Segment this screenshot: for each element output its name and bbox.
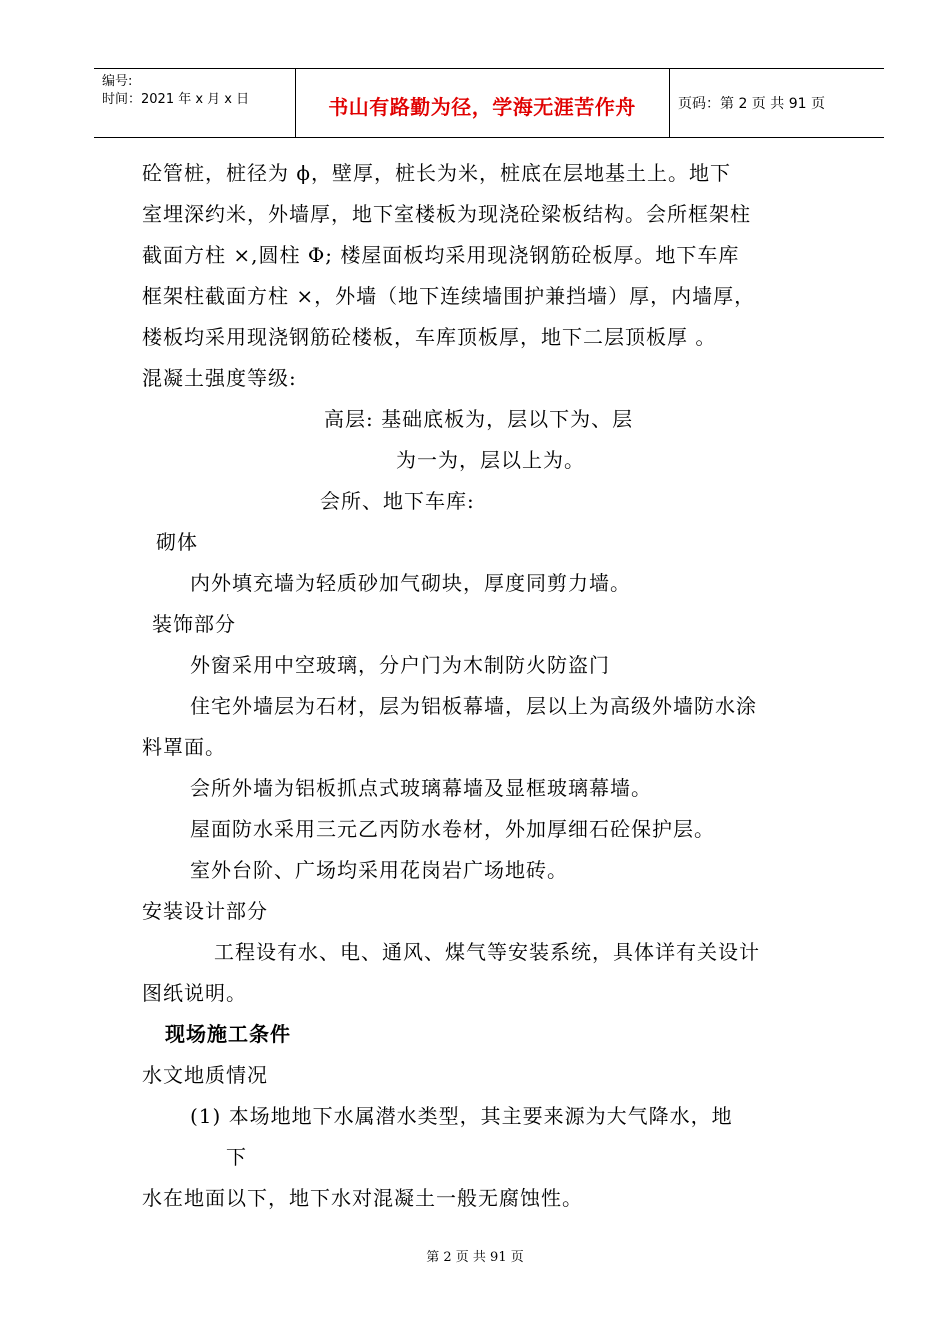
header-divider xyxy=(669,69,670,137)
body-line: 会所、地下车库: xyxy=(320,489,475,513)
document-time: 时间：2021 年 x 月 x 日 xyxy=(102,92,250,107)
section-heading: 安装设计部分 xyxy=(142,899,268,923)
section-heading: 水文地质情况 xyxy=(142,1063,268,1087)
header-meta xyxy=(102,73,249,109)
document-number-label: 编号: xyxy=(102,74,133,89)
body-line: 内外填充墙为轻质砂加气砌块，厚度同剪力墙。 xyxy=(190,571,631,595)
body-line: 砼管桩，桩径为 ϕ，壁厚，桩长为米，桩底在层地基土上。地下 xyxy=(142,161,731,185)
body-line: 料罩面。 xyxy=(142,735,226,759)
section-heading: 砌体 xyxy=(156,530,198,554)
body-line: 住宅外墙层为石材，层为铝板幕墙，层以上为高级外墙防水涂 xyxy=(190,694,757,718)
body-line: (1) 本场地地下水属潜水类型，其主要来源为大气降水，地 xyxy=(190,1104,733,1128)
body-line: 框架柱截面方柱 ×，外墙（地下连续墙围护兼挡墙）厚，内墙厚， xyxy=(142,284,756,308)
body-line: 室埋深约米，外墙厚，地下室楼板为现浇砼梁板结构。会所框架柱 xyxy=(142,202,751,226)
page-footer: 第 2 页 共 91 页 xyxy=(426,1250,524,1265)
body-line: 高层: 基础底板为，层以下为、层 xyxy=(324,407,634,431)
body-line: 水在地面以下，地下水对混凝土一般无腐蚀性。 xyxy=(142,1186,583,1210)
body-line: 为一为，层以上为。 xyxy=(396,448,585,472)
body-line: 工程设有水、电、通风、煤气等安装系统，具体详有关设计 xyxy=(214,940,760,964)
body-line: 室外台阶、广场均采用花岗岩广场地砖。 xyxy=(190,858,568,882)
body-line: 外窗采用中空玻璃，分户门为木制防火防盗门 xyxy=(190,653,610,677)
body-line: 楼板均采用现浇钢筋砼楼板，车库顶板厚，地下二层顶板厚 。 xyxy=(142,325,717,349)
body-line: 屋面防水采用三元乙丙防水卷材，外加厚细石砼保护层。 xyxy=(190,817,715,841)
body-line: 图纸说明。 xyxy=(142,981,247,1005)
section-heading-bold: 现场施工条件 xyxy=(165,1022,291,1046)
body-line: 会所外墙为铝板抓点式玻璃幕墙及显框玻璃幕墙。 xyxy=(190,776,652,800)
section-heading: 装饰部分 xyxy=(152,612,236,636)
header-page-info: 页码：第 2 页 共 91 页 xyxy=(678,96,825,112)
header-motto: 书山有路勤为径，学海无涯苦作舟 xyxy=(328,95,636,119)
body-line: 下 xyxy=(226,1145,247,1169)
body-line: 截面方柱 ×,圆柱 Φ; 楼屋面板均采用现浇钢筋砼板厚。地下车库 xyxy=(142,243,740,267)
body-line: 混凝土强度等级: xyxy=(142,366,297,390)
page-header xyxy=(94,68,884,138)
